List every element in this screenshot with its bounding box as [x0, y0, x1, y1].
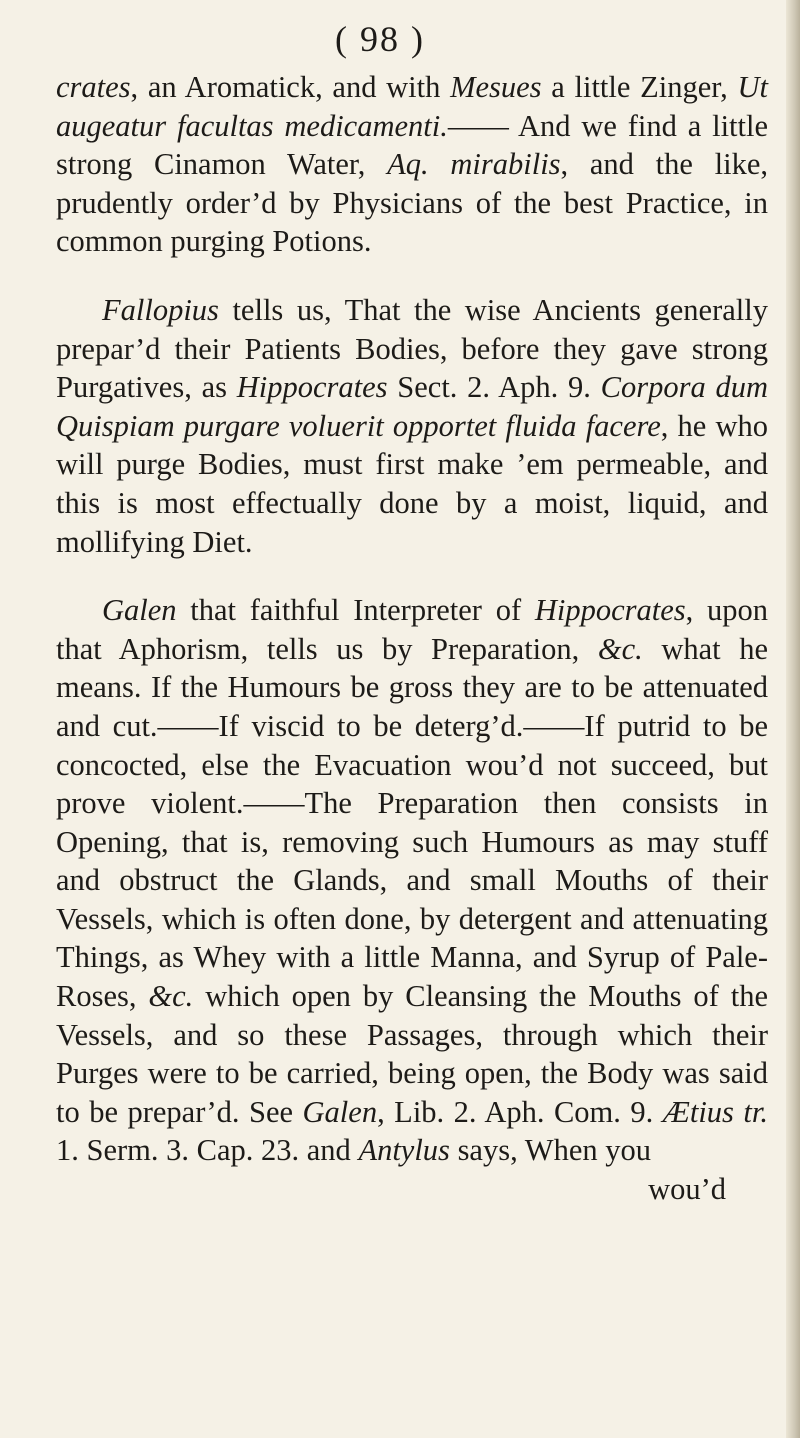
paragraph-2 [56, 291, 768, 561]
catchword: wou’d [648, 1172, 726, 1207]
segment: which open by Cleansing the Mouths of the Vessels, and so these Passages, through which their Purges were to be carried, being open, the Body was said to be prepar’d. See [56, 979, 768, 1129]
segment: Ut augeatur facultas medicamenti. [56, 70, 768, 143]
paragraph-1 [56, 68, 768, 261]
segment: , an Aromatick, and with [130, 70, 451, 104]
segment: Sect. 2. Aph. 9. [387, 370, 601, 405]
segment: , upon that Aphorism, tells us by Preparation, [56, 593, 769, 666]
page-edge [786, 0, 800, 1438]
segment: that faithful Interpreter of [176, 593, 535, 628]
segment: &c. [148, 979, 194, 1014]
segment: crates [56, 70, 131, 104]
segment: Aq. mirabilis [387, 147, 561, 182]
segment: what he means. If the Humours be gross they are to be attenuated and cut.——If viscid to be deterg’d.——If putrid to be concocted, else the Evacuation wou’d not succeed, but prove violent.——The Preparation then consists in Opening, that is, removing such Humours as may stuff and obstruct the Glands, and small Mouths of their Vessels, which is often done, by detergent and attenuating Things, as Whey with a little Manna, and Syrup of Pale-Roses, [56, 631, 768, 1014]
segment: Hippocrates [236, 370, 388, 405]
segment: Antylus [358, 1133, 450, 1168]
segment: Galen [102, 593, 177, 628]
body-text [56, 68, 768, 1209]
segment: , Lib. 2. Aph. Com. 9. [377, 1094, 663, 1129]
segment: Mesues [450, 70, 542, 104]
segment: Corpora dum Quispiam purgare voluerit opportet fluida facere [56, 370, 769, 443]
segment: Ætius tr. [662, 1094, 768, 1129]
segment: a little Zinger, [541, 70, 738, 104]
page-number: ( 98 ) [335, 19, 425, 59]
segment: says, When you [449, 1133, 651, 1168]
segment: Galen [302, 1094, 378, 1129]
paragraph-3 [56, 591, 768, 1170]
segment: Hippocrates [534, 593, 686, 628]
segment: —— And we find a little strong Cinamon Water, [56, 108, 768, 182]
segment: , he who will purge Bodies, must first make ’em permeable, and this is most effectually done by a moist, liquid, and mollifying Diet. [56, 408, 768, 559]
segment: Fallopius [102, 292, 219, 327]
segment: tells us, That the wise Ancients generally prepar’d their Patients Bodies, before they gave strong Purgatives, as [56, 292, 768, 405]
segment: &c. [597, 631, 643, 666]
segment: , and the like, prudently order’d by Physicians of the best Practice, in common purging Potions. [56, 147, 768, 259]
segment: 1. Serm. 3. Cap. 23. and [56, 1133, 359, 1168]
